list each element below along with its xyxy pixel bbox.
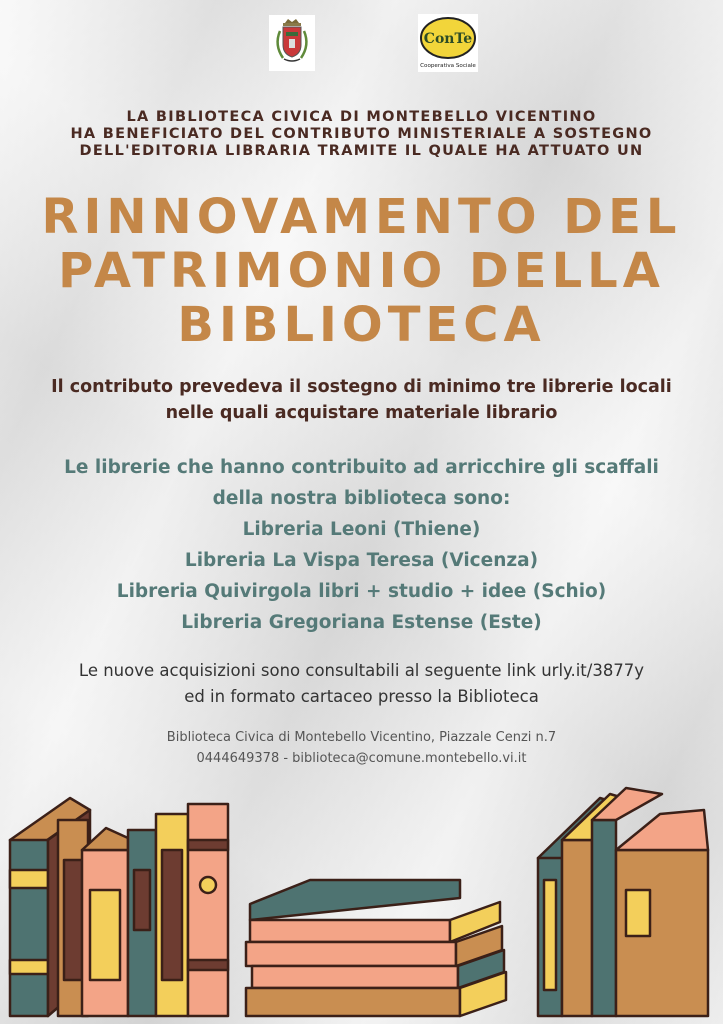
contribution-paragraph <box>0 374 723 426</box>
headline-line: PATRIMONIO DELLA <box>58 243 665 299</box>
bookstore-item: Libreria Leoni (Thiene) <box>242 519 481 540</box>
headline-line: BIBLIOTECA <box>177 297 546 353</box>
middle-books-icon <box>246 880 506 1016</box>
library-contact-footer <box>0 727 723 769</box>
bookstores-intro-line: Le librerie che hanno contribuito ad arricchire gli scaffali <box>64 457 659 478</box>
bookstore-item: Libreria Quivirgola libri + studio + idee (Schio) <box>116 581 607 602</box>
intro-line: HA BENEFICIATO DEL CONTRIBUTO MINISTERIALE A SOSTEGNO <box>70 126 653 142</box>
bookstores-intro-line: della nostra biblioteca sono: <box>212 488 511 509</box>
bookstore-item: Libreria Gregoriana Estense (Este) <box>181 612 542 633</box>
conte-cooperative-logo <box>418 14 478 72</box>
intro-text <box>0 109 723 160</box>
headline <box>0 190 723 352</box>
bookstores-paragraph <box>0 452 723 638</box>
library-address: Biblioteca Civica di Montebello Vicentino, Piazzale Cenzi n.7 <box>166 730 557 745</box>
acquisitions-line: Le nuove acquisizioni sono consultabili al seguente link urly.it/3877y <box>78 661 645 680</box>
intro-line: LA BIBLIOTECA CIVICA DI MONTEBELLO VICENTINO <box>126 109 597 125</box>
left-books-icon <box>10 798 228 1016</box>
acquisitions-line: ed in formato cartaceo presso la Biblioteca <box>184 687 539 706</box>
book-stack-illustration <box>0 780 723 1024</box>
library-contacts: 0444649378 - biblioteca@comune.montebello.vi.it <box>196 751 527 766</box>
contribution-line: Il contributo prevedeva il sostegno di minimo tre librerie locali <box>51 377 672 397</box>
intro-line: DELL'EDITORIA LIBRARIA TRAMITE IL QUALE HA ATTUATO UN <box>79 143 644 159</box>
conte-logo-subtitle: Cooperativa Sociale <box>420 63 476 69</box>
acquisitions-paragraph <box>0 658 723 710</box>
contribution-line: nelle quali acquistare materiale librario <box>165 403 558 423</box>
conte-logo-name: ConTe <box>423 31 473 47</box>
headline-line: RINNOVAMENTO DEL <box>41 189 682 245</box>
coat-of-arms-icon <box>269 15 315 71</box>
comune-coat-of-arms-logo <box>268 14 316 72</box>
right-books-icon <box>538 788 708 1016</box>
bookstore-item: Libreria La Vispa Teresa (Vicenza) <box>184 550 539 571</box>
